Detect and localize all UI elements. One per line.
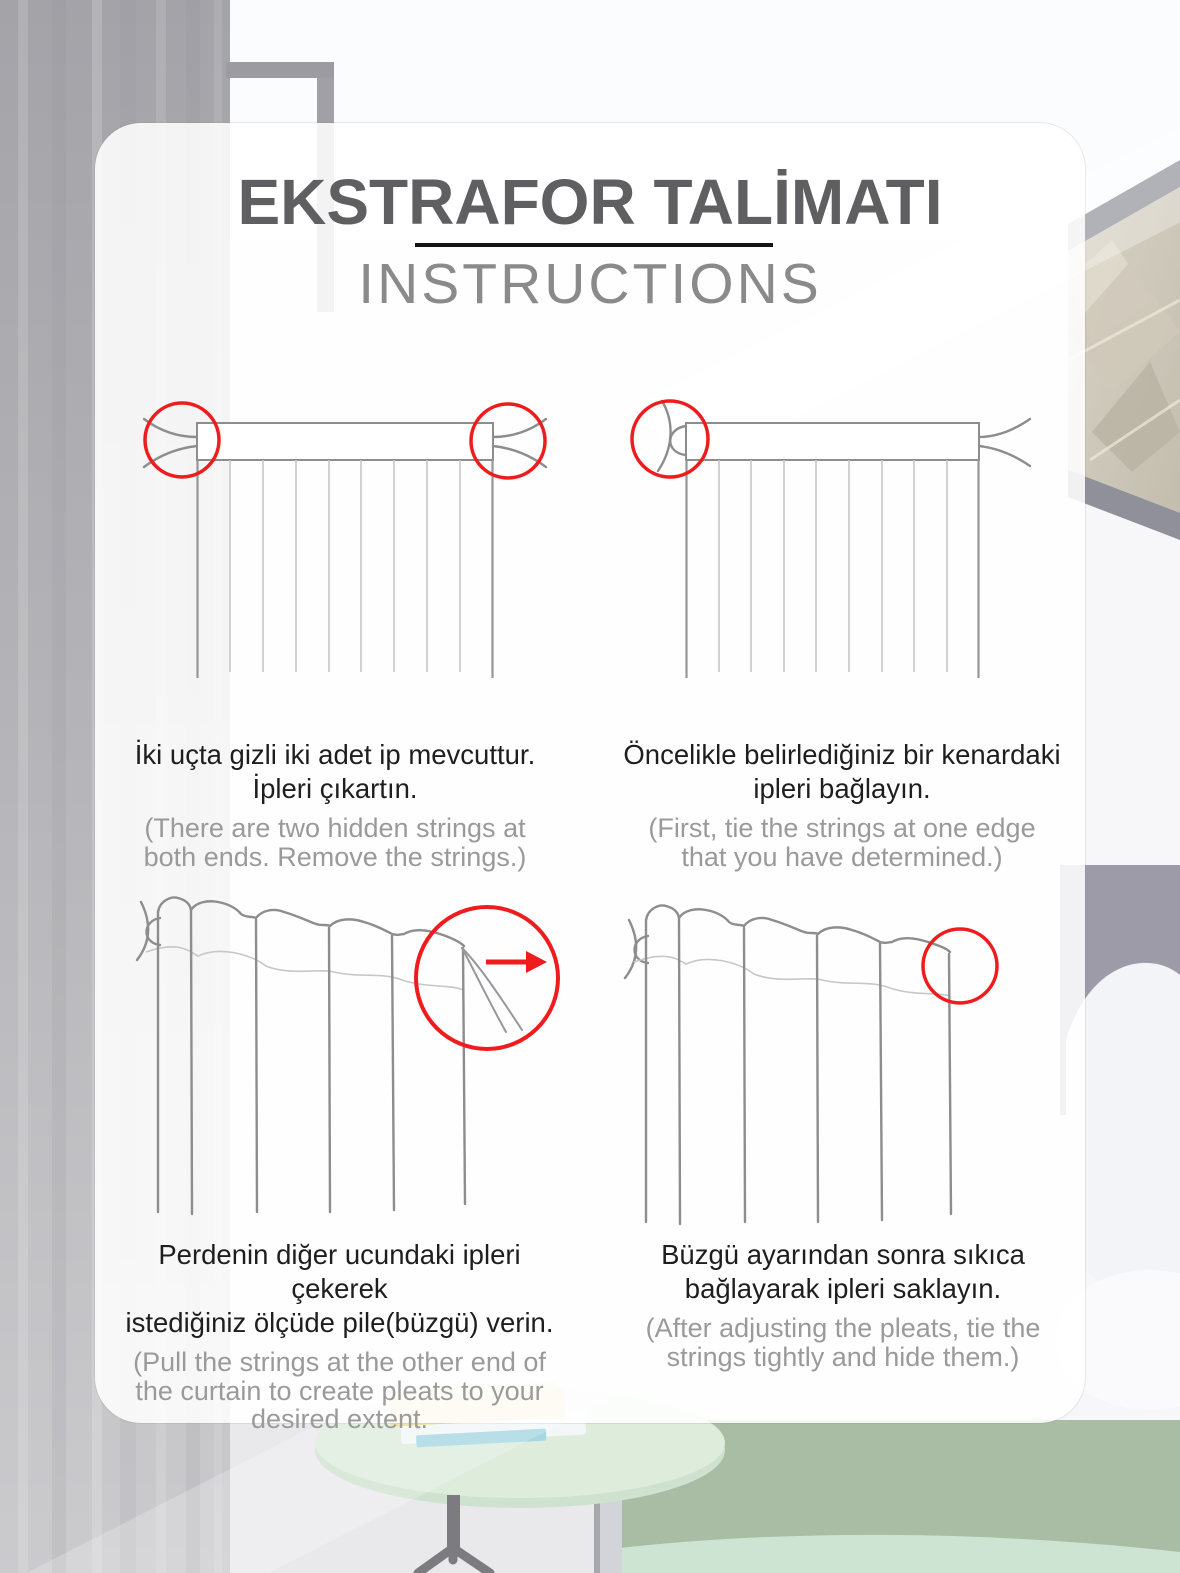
caption-line: (There are two hidden strings at bbox=[144, 813, 526, 843]
caption-line: (First, tie the strings at one edge bbox=[648, 813, 1036, 843]
curtain-header-tape bbox=[686, 423, 979, 460]
step4-caption-english bbox=[618, 1314, 1068, 1371]
tied-knot-left bbox=[658, 401, 686, 471]
pleated-top-edge bbox=[158, 898, 464, 946]
step2-diagram bbox=[615, 395, 1045, 685]
caption-line: strings tightly and hide them.) bbox=[666, 1341, 1020, 1372]
step2-caption-english bbox=[618, 814, 1066, 871]
caption-line: (After adjusting the pleats, tie the bbox=[645, 1313, 1041, 1343]
pleated-top-edge bbox=[646, 906, 950, 952]
step1-caption bbox=[120, 738, 550, 871]
pleat-fold-lines bbox=[646, 918, 951, 1224]
caption-line: bağlayarak ipleri saklayın. bbox=[684, 1273, 1002, 1304]
step2-caption bbox=[618, 738, 1066, 871]
step1-diagram bbox=[130, 395, 560, 685]
caption-line: ipleri bağlayın. bbox=[753, 773, 931, 804]
step4-caption bbox=[618, 1238, 1068, 1371]
step1-caption-english bbox=[120, 814, 550, 871]
step4-caption-turkish bbox=[618, 1238, 1068, 1306]
curtain-side-edges bbox=[687, 460, 979, 678]
step3-caption-english bbox=[112, 1348, 567, 1434]
caption-line: Büzgü ayarından sonra sıkıca bbox=[661, 1239, 1025, 1270]
curtain-header-tape bbox=[197, 423, 493, 460]
curtain-side-edges bbox=[198, 460, 493, 678]
caption-line: desired extent. bbox=[250, 1404, 429, 1434]
caption-line: İki uçta gizli iki adet ip mevcuttur. bbox=[134, 739, 536, 770]
caption-line: that you have determined.) bbox=[681, 841, 1003, 872]
step4-diagram bbox=[610, 890, 1070, 1230]
tied-knot-left bbox=[625, 920, 648, 978]
highlight-circle-end bbox=[923, 929, 997, 1003]
caption-line: the curtain to create pleats to your bbox=[135, 1375, 544, 1406]
step3-caption-turkish bbox=[112, 1238, 567, 1340]
curtain-fold-lines bbox=[230, 460, 460, 672]
page-subtitle: INSTRUCTIONS bbox=[358, 252, 822, 316]
tape-seam-line bbox=[634, 956, 950, 996]
caption-line: Perdenin diğer ucundaki ipleri çekerek bbox=[158, 1239, 521, 1304]
loose-strings-right bbox=[979, 419, 1030, 466]
step2-caption-turkish bbox=[618, 738, 1066, 806]
caption-line: (Pull the strings at the other end of bbox=[133, 1347, 546, 1377]
step3-caption bbox=[112, 1238, 567, 1434]
curtain-fold-lines bbox=[719, 460, 947, 672]
caption-line: istediğiniz ölçüde pile(büzgü) verin. bbox=[125, 1307, 554, 1338]
step1-caption-turkish bbox=[120, 738, 550, 806]
caption-line: both ends. Remove the strings.) bbox=[143, 841, 527, 872]
pull-direction-arrow-icon bbox=[486, 951, 547, 973]
caption-line: Öncelikle belirlediğiniz bir kenardaki bbox=[623, 739, 1061, 770]
step3-diagram bbox=[120, 890, 580, 1230]
page-title: EKSTRAFOR TALİMATI bbox=[237, 166, 943, 238]
title-underline bbox=[415, 243, 773, 247]
caption-line: İpleri çıkartın. bbox=[252, 773, 418, 804]
